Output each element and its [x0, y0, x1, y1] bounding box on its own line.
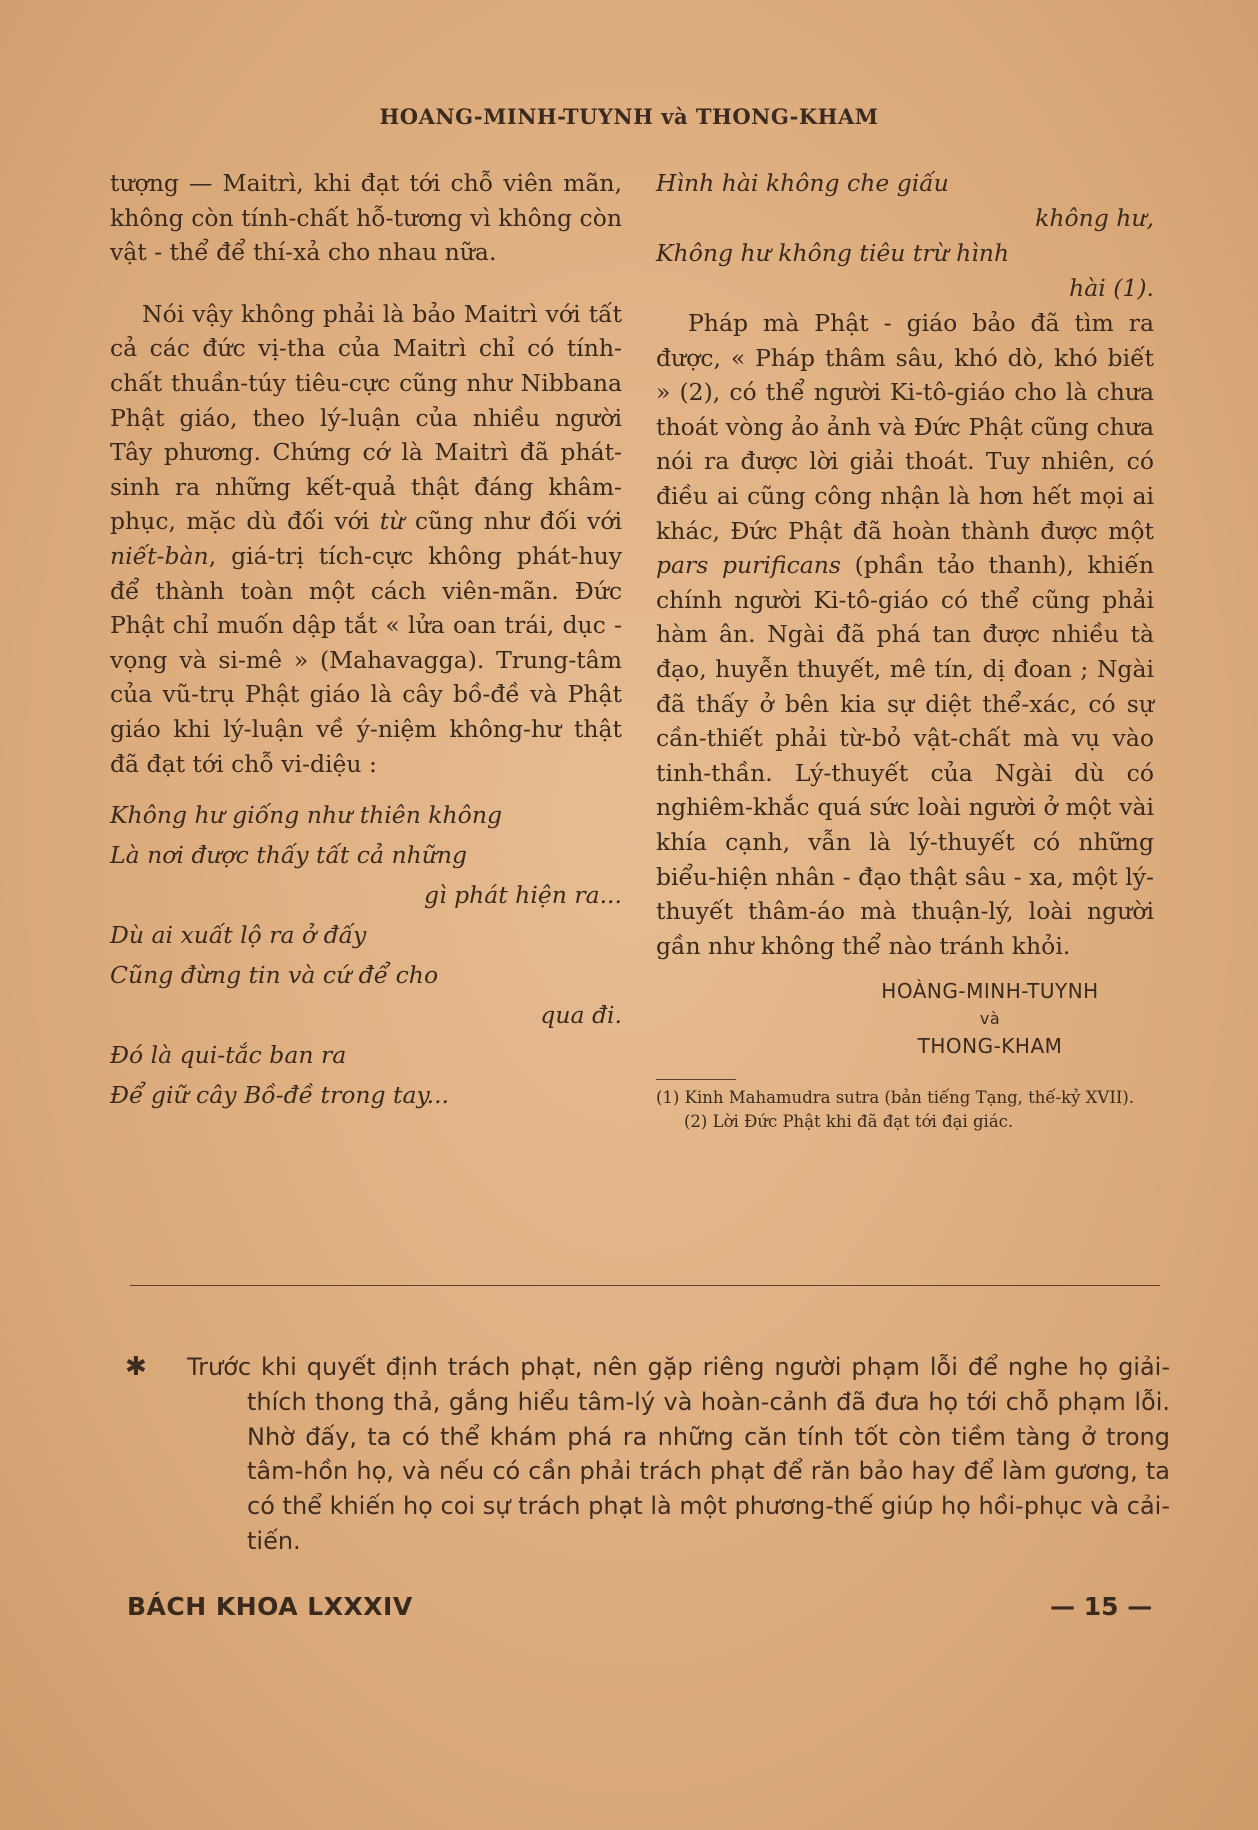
note-text: Trước khi quyết định trách phạt, nên gặp riêng người phạm lỗi để nghe họ giải-thích thong thả, gắng hiểu tâm-lý và hoàn-cảnh đã đưa họ tới chỗ phạm lỗi. Nhờ đấy, ta có thể khám phá ra những căn tính tốt còn tiềm tàng ở trong tâm-hồn họ, và nếu có cần phải trách phạt để răn bảo hay để làm gương, ta có thể khiến họ coi sự trách phạt là một phương-thế giúp họ hồi-phục và cải-tiến. [187, 1353, 1170, 1555]
poem-line: Đó là qui-tắc ban ra [110, 1041, 347, 1070]
poem-verse [110, 795, 622, 1115]
poem-line: gì phát hiện ra... [424, 881, 622, 910]
left-column [110, 166, 622, 1115]
author-name: HOÀNG-MINH-TUYNH [881, 979, 1099, 1004]
page-number: — 15 — [1050, 1592, 1153, 1621]
section-divider [130, 1285, 1160, 1286]
text-run: , giá-trị tích-cực không phát-huy để thành toàn một cách viên-mãn. Đức Phật chỉ muốn dập tắt « lửa oan trái, dục - vọng và si-mê » (Mahavagga). Trung-tâm của vũ-trụ Phật giáo là cây bồ-đề và Phật giáo khi lý-luận về ý-niệm không-hư thật đã đạt tới chỗ vi-diệu : [110, 541, 622, 778]
publication-name: BÁCH KHOA LXXXIV [127, 1592, 413, 1621]
running-header: HOANG-MINH-TUYNH và THONG-KHAM [379, 104, 879, 129]
poem-line: Là nơi được thấy tất cả những [110, 841, 468, 870]
poem-verse [656, 166, 1154, 306]
italic-term: từ [379, 507, 405, 536]
poem-line: Không hư không tiêu trừ hình [656, 239, 1010, 267]
text-run: (phần tảo thanh), khiến chính người Ki-tô-giáo có thể cũng phải hàm ân. Ngài đã phá tan được nhiều tà đạo, huyễn thuyết, mê tín, dị đoan ; Ngài đã thấy ở bên kia sự diệt thể-xác, có sự cần-thiết phải từ-bỏ vật-chất mà vụ vào tinh-thần. Lý-thuyết của Ngài dù có nghiêm-khắc quá sức loài người ở một vài khía cạnh, vẫn là lý-thuyết có những biểu-hiện nhân - đạo thật sâu - xa, một lý-thuyết thâm-áo mà thuận-lý, loài người gần như không thể nào tránh khỏi. [656, 551, 1154, 960]
paragraph [110, 297, 622, 781]
poem-line: không hư, [1035, 204, 1154, 232]
paragraph [656, 306, 1154, 963]
poem-line: hài (1). [1069, 274, 1154, 302]
footnote: (1) Kinh Mahamudra sutra (bản tiếng Tạng, thế-kỷ XVII). [656, 1088, 1135, 1108]
poem-line: Cũng đừng tin và cứ để cho [110, 961, 439, 990]
poem-line: qua đi. [540, 1001, 622, 1030]
conjunction: và [979, 1009, 1001, 1029]
footnote-divider [656, 1079, 736, 1080]
text-run: cũng như đối với [404, 507, 622, 536]
text-run: Nói vậy không phải là bảo Maitrì với tất cả các đức vị-tha của Maitrì chỉ có tính-chất thuần-túy tiêu-cực cũng như Nibbana Phật giáo, theo lý-luận của nhiều người Tây phương. Chứng cớ là Maitrì đã phát-sinh ra những kết-quả thật đáng khâm-phục, mặc dù đối với [110, 299, 622, 536]
poem-line: Hình hài không che giấu [656, 169, 949, 197]
italic-term: niết-bàn [110, 541, 209, 570]
boxed-note [125, 1350, 1170, 1559]
author-signature [826, 977, 1154, 1061]
right-column [656, 166, 1154, 1134]
asterisk-icon: ✱ [125, 1352, 147, 1382]
footnote: (2) Lời Đức Phật khi đã đạt tới đại giác. [684, 1112, 1014, 1132]
italic-term: pars purificans [656, 551, 841, 580]
author-name: THONG-KHAM [917, 1034, 1063, 1059]
paragraph: tượng — Maitrì, khi đạt tới chỗ viên mãn, không còn tính-chất hỗ-tương vì không còn vật - thể để thí-xả cho nhau nữa. [110, 169, 622, 267]
poem-line: Để giữ cây Bồ-đề trong tay... [110, 1081, 450, 1110]
poem-line: Không hư giống như thiên không [110, 801, 502, 830]
poem-line: Dù ai xuất lộ ra ở đấy [110, 921, 367, 950]
text-run: Pháp mà Phật - giáo bảo đã tìm ra được, « Pháp thâm sâu, khó dò, khó biết » (2), có thể người Ki-tô-giáo cho là chưa thoát vòng ảo ảnh và Đức Phật cũng chưa nói ra được lời giải thoát. Tuy nhiên, có điều ai cũng công nhận là hơn hết mọi ai khác, Đức Phật đã hoàn thành được một [656, 309, 1154, 545]
